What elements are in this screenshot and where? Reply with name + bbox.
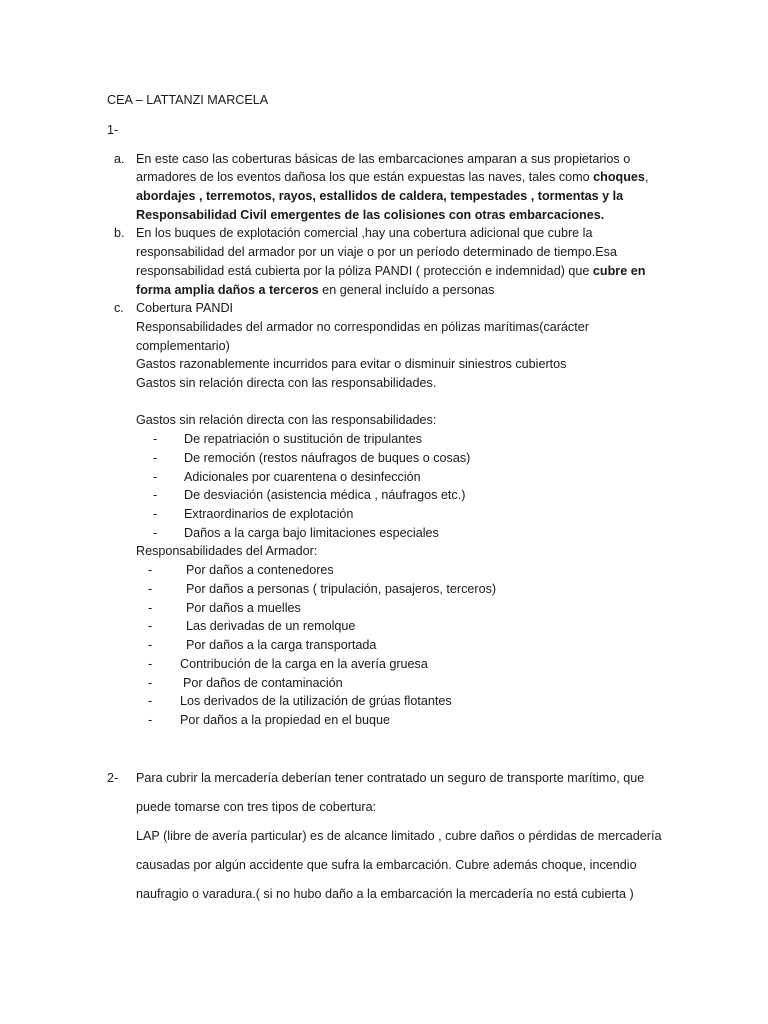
item-b-line-2: responsabilidad del armador por un viaje o por un período determinado de tiempo.Esa bbox=[136, 245, 617, 259]
list-dash: - bbox=[153, 432, 158, 446]
item-a-line-3: abordajes , terremotos, rayos, estallidos de caldera, tempestades , tormentas y la bbox=[136, 189, 624, 203]
gastos-item: De repatriación o sustitución de tripulantes bbox=[184, 432, 423, 446]
item-c-line-3: complementario) bbox=[136, 339, 230, 353]
responsabilidades-item: Por daños a muelles bbox=[186, 601, 301, 615]
list-dash: - bbox=[153, 470, 158, 484]
responsabilidades-item: Por daños de contaminación bbox=[183, 676, 343, 690]
responsabilidades-item: Por daños a la carga transportada bbox=[186, 638, 377, 652]
list-dash: - bbox=[148, 676, 153, 690]
responsabilidades-item: Por daños a personas ( tripulación, pasajeros, terceros) bbox=[186, 582, 497, 596]
gastos-item: Extraordinarios de explotación bbox=[184, 507, 354, 521]
section-2-line-3: LAP (libre de avería particular) es de alcance limitado , cubre daños o pérdidas de mercadería bbox=[136, 829, 662, 843]
item-b-line-1: En los buques de explotación comercial ,hay una cobertura adicional que cubre la bbox=[136, 226, 593, 240]
responsabilidades-item: Las derivadas de un remolque bbox=[186, 619, 356, 633]
item-b-line-4-bold: forma amplia daños a terceros bbox=[136, 283, 319, 297]
gastos-item: De remoción (restos náufragos de buques o cosas) bbox=[184, 451, 471, 465]
list-dash: - bbox=[148, 638, 153, 652]
section-2-line-2: puede tomarse con tres tipos de cobertura: bbox=[136, 800, 377, 814]
item-c-line-4: Gastos razonablemente incurridos para evitar o disminuir siniestros cubiertos bbox=[136, 357, 567, 371]
list-dash: - bbox=[148, 601, 153, 615]
list-dash: - bbox=[148, 563, 153, 577]
item-c-line-5: Gastos sin relación directa con las responsabilidades. bbox=[136, 376, 437, 390]
section-1-label: 1- bbox=[107, 123, 119, 137]
item-c-line-2: Responsabilidades del armador no correspondidas en pólizas marítimas(carácter bbox=[136, 320, 589, 334]
item-c-line-1: Cobertura PANDI bbox=[136, 301, 234, 315]
responsabilidades-title: Responsabilidades del Armador: bbox=[136, 544, 318, 558]
item-a-line-2-bold: choques bbox=[593, 170, 645, 184]
responsabilidades-item: Contribución de la carga en la avería gruesa bbox=[180, 657, 428, 671]
item-a-line-2-text: armadores de los eventos dañosa los que están expuestas las naves, tales como bbox=[136, 170, 594, 184]
section-2-line-5: naufragio o varadura.( si no hubo daño a la embarcación la mercadería no está cubierta ) bbox=[136, 887, 634, 901]
gastos-item: De desviación (asistencia médica , náufragos etc.) bbox=[184, 488, 466, 502]
item-b-line-3-bold: cubre en bbox=[592, 264, 646, 278]
list-dash: - bbox=[153, 507, 158, 521]
list-dash: - bbox=[153, 451, 158, 465]
item-b-line-4 bbox=[136, 281, 494, 300]
item-a-line-2-end: , bbox=[644, 170, 649, 184]
gastos-item: Daños a la carga bajo limitaciones especiales bbox=[184, 526, 439, 540]
section-2-label: 2- bbox=[107, 771, 119, 785]
item-a-marker: a. bbox=[114, 152, 125, 166]
list-dash: - bbox=[148, 713, 153, 727]
responsabilidades-item: Por daños a contenedores bbox=[186, 563, 334, 577]
list-dash: - bbox=[148, 657, 153, 671]
list-dash: - bbox=[153, 488, 158, 502]
item-b-line-3 bbox=[136, 262, 645, 281]
item-c-marker: c. bbox=[114, 301, 124, 315]
gastos-item: Adicionales por cuarentena o desinfección bbox=[184, 470, 421, 484]
list-dash: - bbox=[148, 582, 153, 596]
item-b-line-3-text: responsabilidad está cubierta por la póliza PANDI ( protección e indemnidad) que bbox=[136, 264, 593, 278]
item-b-marker: b. bbox=[114, 226, 125, 240]
section-2-line-1: Para cubrir la mercadería deberían tener contratado un seguro de transporte marítimo, que bbox=[136, 771, 645, 785]
responsabilidades-item: Por daños a la propiedad en el buque bbox=[180, 713, 391, 727]
responsabilidades-item: Los derivados de la utilización de grúas flotantes bbox=[180, 694, 452, 708]
list-dash: - bbox=[148, 619, 153, 633]
list-dash: - bbox=[148, 694, 153, 708]
list-dash: - bbox=[153, 526, 158, 540]
item-b-line-4-text: en general incluído a personas bbox=[318, 283, 495, 297]
item-a-line-1: En este caso las coberturas básicas de las embarcaciones amparan a sus propietarios o bbox=[136, 152, 631, 166]
gastos-title: Gastos sin relación directa con las responsabilidades: bbox=[136, 413, 437, 427]
document-heading: CEA – LATTANZI MARCELA bbox=[107, 93, 269, 107]
section-2-line-4: causadas por algún accidente que sufra la embarcación. Cubre además choque, incendio bbox=[136, 858, 637, 872]
item-a-line-4: Responsabilidad Civil emergentes de las colisiones con otras embarcaciones. bbox=[136, 208, 605, 222]
item-a-line-2 bbox=[136, 168, 648, 187]
